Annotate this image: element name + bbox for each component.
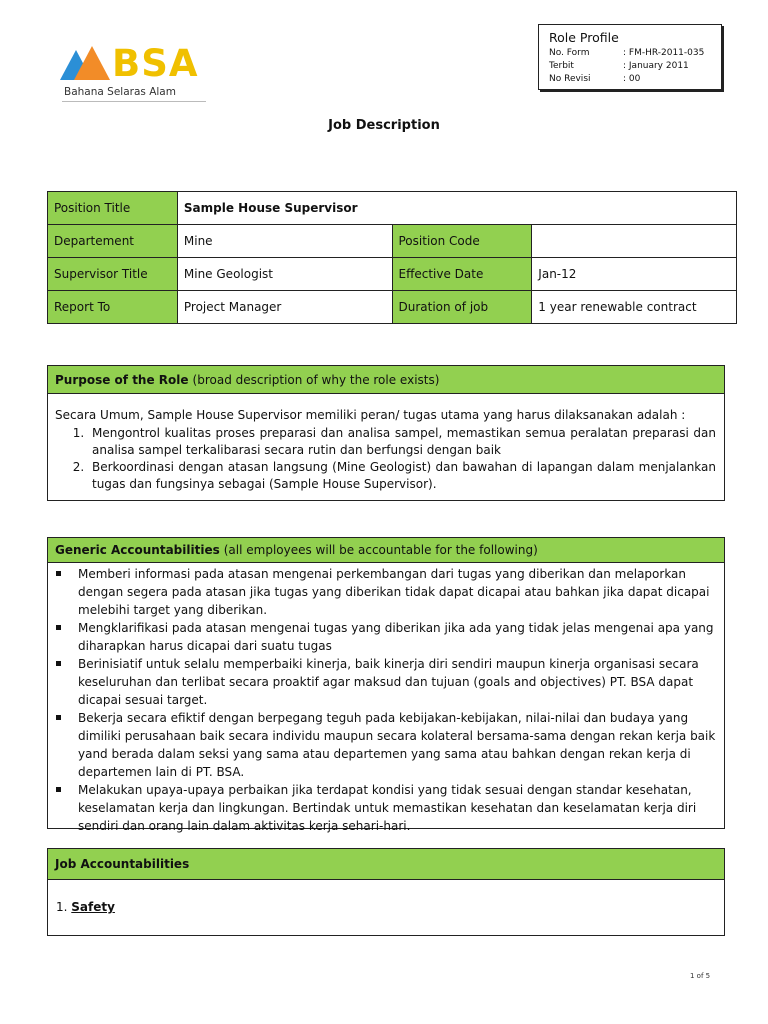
purpose-section [47, 365, 725, 501]
list-item-text: Bekerja secara efiktif dengan berpegang teguh pada kebijakan-kebijakan, nilai-nilai dan budaya yang dimiliki perusahaan baik secara individu maupun secara kolateral bersama-sama dengan rekan kerja baik yand berada dalam seksi yang sama atau departemen yang sama atau bahkan dengan rekan kerja di departemen lain di PT. BSA. [78, 711, 716, 779]
report-to-value: Project Manager [177, 291, 392, 324]
position-code-label: Position Code [392, 225, 532, 258]
generic-header-note: (all employees will be accountable for the following) [223, 543, 538, 557]
position-title-value: Sample House Supervisor [177, 192, 736, 225]
role-profile-row [549, 73, 711, 86]
list-item-text: Melakukan upaya-upaya perbaikan jika terdapat kondisi yang tidak sesuai dengan standar kesehatan, keselamatan kerja dan lingkungan. Bertindak untuk memastikan kesehatan dan keselamatan kerja diri sendiri dan orang lain dalam aktivitas kerja sehari-hari. [78, 783, 697, 833]
job-accountabilities-title: Job Accountabilities [55, 857, 190, 871]
bullet-icon [56, 625, 61, 630]
table-row [48, 225, 737, 258]
table-row [48, 291, 737, 324]
list-item: 1. Mengontrol kualitas proses preparasi dan analisa sampel, memastikan semua peralatan preparasi dan analisa sampel terkalibarasi secara rutin dan berfungsi dengan baik [88, 425, 716, 459]
position-table [47, 191, 737, 324]
purpose-header [48, 366, 724, 394]
role-profile-value: : FM-HR-2011-035 [623, 48, 705, 58]
effective-date-label: Effective Date [392, 258, 532, 291]
brand-tagline: Bahana Selaras Alam [64, 86, 176, 98]
generic-header [48, 538, 724, 563]
purpose-header-note: (broad description of why the role exists) [192, 372, 440, 387]
role-profile-key: Terbit [549, 61, 574, 71]
company-logo [54, 42, 206, 104]
role-profile-value: : 00 [623, 74, 641, 84]
duration-label: Duration of job [392, 291, 532, 324]
job-accountabilities-header [48, 849, 724, 880]
role-profile-key: No Revisi [549, 74, 591, 84]
page-number: 1 of 5 [690, 972, 711, 980]
list-item-text: Berinisiatif untuk selalu memperbaiki kinerja, baik kinerja diri sendiri maupun kinerja organisasi secara keseluruhan dan terlibat secara proaktif agar maksud dan tujuan (goals and objectives) PT. BSA dapat dicapai sesuai target. [78, 657, 699, 707]
list-item [78, 655, 718, 709]
role-profile-row [549, 47, 711, 60]
department-label: Departement [48, 225, 178, 258]
supervisor-title-value: Mine Geologist [177, 258, 392, 291]
purpose-list [48, 425, 724, 493]
bsa-triangles-icon [54, 42, 114, 84]
table-row [48, 192, 737, 225]
role-profile-row [549, 60, 711, 73]
report-to-label: Report To [48, 291, 178, 324]
list-item [78, 619, 718, 655]
generic-header-title: Generic Accountabilities [55, 543, 220, 557]
list-item [78, 709, 718, 781]
bullet-icon [56, 787, 61, 792]
effective-date-value: Jan-12 [532, 258, 737, 291]
bullet-icon [56, 661, 61, 666]
logo-rule [62, 101, 206, 102]
position-code-value [532, 225, 737, 258]
job-accountabilities-section [47, 848, 725, 936]
job-accountability-item [48, 880, 724, 914]
table-row [48, 258, 737, 291]
purpose-intro: Secara Umum, Sample House Supervisor memiliki peran/ tugas utama yang harus dilaksanakan adalah : [55, 408, 686, 422]
role-profile-key: No. Form [549, 48, 590, 58]
generic-list [48, 565, 724, 835]
purpose-header-title: Purpose of the Role [55, 372, 189, 387]
list-item: 2. Berkoordinasi dengan atasan langsung (Mine Geologist) dan bawahan di lapangan dalam menjalankan tugas dan fungsinya sebagai (Sample House Supervisor). [88, 459, 716, 493]
role-profile-value: : January 2011 [623, 61, 689, 71]
bullet-icon [56, 571, 61, 576]
role-profile-title: Role Profile [549, 30, 619, 45]
role-profile-box [538, 24, 722, 90]
department-value: Mine [177, 225, 392, 258]
duration-value: 1 year renewable contract [532, 291, 737, 324]
bullet-icon [56, 715, 61, 720]
list-item-text: Mengklarifikasi pada atasan mengenai tugas yang diberikan jika ada yang tidak jelas mengenai apa yang diharapkan harus dicapai dari suatu tugas [78, 621, 714, 653]
brand-name: BSA [112, 42, 199, 85]
document-title: Job Description [328, 118, 440, 133]
position-title-label: Position Title [48, 192, 178, 225]
generic-accountabilities-section [47, 537, 725, 833]
list-item [78, 565, 718, 619]
supervisor-title-label: Supervisor Title [48, 258, 178, 291]
item-number: 1. [56, 900, 68, 914]
item-title: Safety [71, 900, 115, 914]
list-item-text: Memberi informasi pada atasan mengenai perkembangan dari tugas yang diberikan dan melaporkan dengan segera pada atasan jika tugas yang diberikan tidak dapat dicapai atau bahkan jika dapat dicapai melebihi target yang diberikan. [78, 567, 710, 617]
list-item [78, 781, 718, 835]
